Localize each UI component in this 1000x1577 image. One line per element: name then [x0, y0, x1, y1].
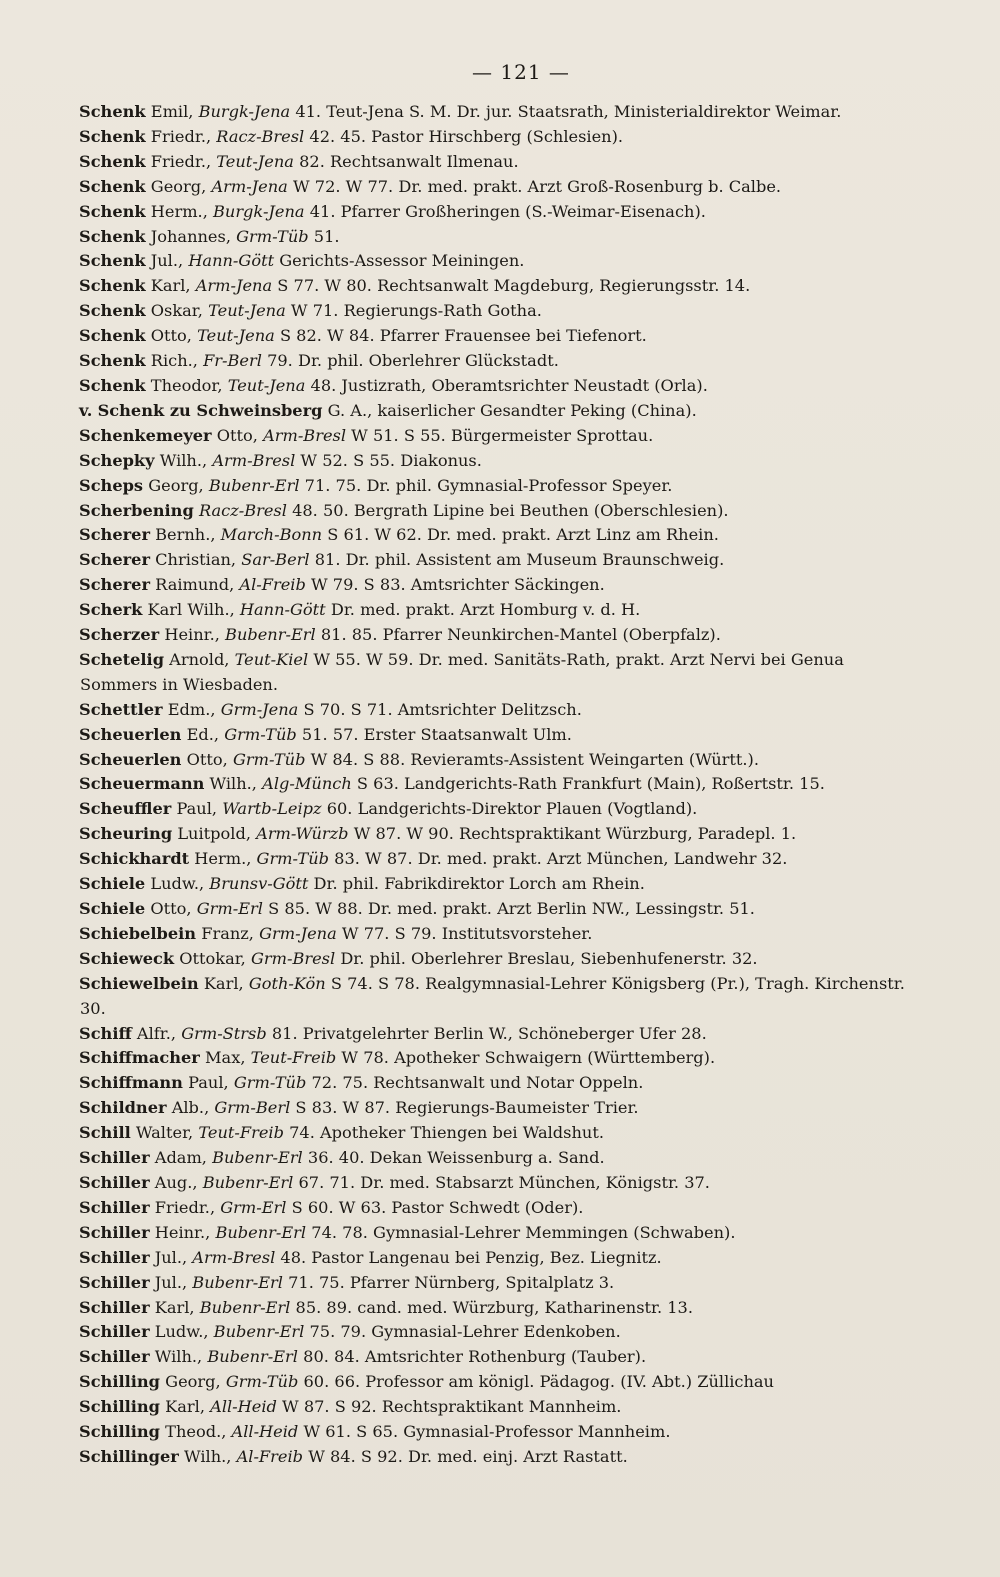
entry-given-name: Aug.,	[154, 1172, 198, 1192]
directory-entry	[80, 474, 922, 499]
entry-surname: Schenk	[79, 151, 146, 171]
entry-given-name: Theodor,	[150, 375, 223, 395]
entry-prefix: v.	[79, 400, 93, 420]
entry-surname: Scheuerlen	[79, 724, 182, 744]
entry-given-name: Franz,	[201, 923, 254, 943]
entry-details: 81. Dr. phil. Assistent am Museum Braunschweig.	[314, 550, 725, 570]
directory-entry	[80, 349, 922, 374]
entry-surname: Schickhardt	[79, 849, 190, 869]
entry-given-name: Georg,	[150, 176, 207, 196]
entry-surname: Schildner	[79, 1098, 167, 1118]
entry-given-name: Jul.,	[150, 251, 184, 271]
directory-entry	[80, 698, 922, 723]
entry-affiliation: Arm-Jena	[195, 276, 273, 296]
entry-details: W 71. Regierungs-Rath Gotha.	[290, 301, 542, 321]
directory-entry	[80, 274, 922, 299]
entry-given-name: Otto,	[150, 326, 192, 346]
entry-details: S 82. W 84. Pfarrer Frauensee bei Tiefenort.	[279, 326, 647, 346]
entry-affiliation: Arm-Würzb	[256, 824, 349, 844]
entry-details: 85. 89. cand. med. Würzburg, Katharinenstr. 13.	[295, 1297, 694, 1317]
entry-affiliation: Fr-Berl	[203, 351, 262, 371]
entry-affiliation: Hann-Gött	[188, 251, 275, 271]
entry-given-name: Wilh.,	[209, 774, 257, 794]
entry-affiliation: Grm-Tüb	[236, 226, 309, 246]
entry-surname: Schiffmann	[79, 1073, 183, 1093]
directory-entry	[80, 249, 922, 274]
entry-affiliation: Teut-Jena	[208, 301, 286, 321]
entry-surname: Schillinger	[79, 1446, 179, 1466]
entry-details: 60. Landgerichts-Direktor Plauen (Vogtland).	[326, 799, 698, 819]
entry-affiliation: Racz-Bresl	[198, 500, 287, 520]
entry-given-name: Wilh.,	[184, 1446, 232, 1466]
entry-given-name: Otto,	[186, 749, 228, 769]
entry-surname: Schiller	[79, 1222, 150, 1242]
entry-list	[80, 100, 922, 1470]
directory-entry	[80, 1271, 922, 1296]
entry-surname: Scheuermann	[79, 774, 205, 794]
entry-given-name: Jul.,	[154, 1247, 188, 1267]
entry-surname: Schenkemeyer	[79, 425, 212, 445]
entry-affiliation: Teut-Jena	[227, 375, 306, 395]
entry-surname: Schiller	[79, 1148, 150, 1168]
directory-entry	[80, 424, 922, 449]
entry-affiliation: Teut-Freib	[198, 1123, 284, 1143]
directory-entry	[80, 499, 922, 524]
entry-details: Dr. med. prakt. Arzt Homburg v. d. H.	[330, 600, 641, 620]
entry-details: 75. 79. Gymnasial-Lehrer Edenkoben.	[309, 1322, 621, 1342]
directory-entry	[80, 1370, 922, 1395]
entry-affiliation: March-Bonn	[220, 525, 323, 545]
directory-entry	[80, 374, 922, 399]
entry-details: W 51. S 55. Bürgermeister Sprottau.	[351, 425, 654, 445]
directory-entry	[80, 1296, 922, 1321]
entry-details: S 85. W 88. Dr. med. prakt. Arzt Berlin NW., Lessingstr. 51.	[268, 899, 755, 918]
entry-details: 41. Pfarrer Großheringen (S.-Weimar-Eisenach).	[309, 201, 706, 221]
entry-details: S 70. S 71. Amtsrichter Delitzsch.	[303, 699, 582, 719]
directory-entry	[80, 200, 922, 225]
entry-details: W 78. Apotheker Schwaigern (Württemberg).	[341, 1048, 716, 1068]
entry-affiliation: Al-Freib	[239, 575, 306, 595]
entry-affiliation: Grm-Jena	[220, 699, 299, 719]
directory-entry	[80, 623, 922, 648]
directory-entry	[80, 324, 922, 349]
directory-entry	[80, 947, 922, 972]
entry-given-name: Alb.,	[171, 1098, 210, 1118]
entry-given-name: Ed.,	[186, 724, 220, 744]
entry-affiliation: Grm-Erl	[196, 899, 263, 918]
directory-entry	[80, 648, 922, 698]
entry-given-name: Heinr.,	[154, 1222, 211, 1242]
entry-surname: Schenk	[79, 102, 146, 121]
entry-details: 36. 40. Dekan Weissenburg a. Sand.	[307, 1148, 605, 1168]
entry-details: 60. 66. Professor am königl. Pädagog. (IV. Abt.) Züllichau	[303, 1372, 774, 1392]
directory-entry	[80, 748, 922, 773]
entry-surname: Scherzer	[79, 625, 160, 645]
entry-details: W 87. S 92. Rechtspraktikant Mannheim.	[282, 1397, 622, 1417]
entry-given-name: Otto,	[150, 899, 192, 918]
entry-given-name: Theod.,	[165, 1422, 227, 1442]
directory-entry	[80, 822, 922, 847]
entry-surname: Schilling	[79, 1422, 161, 1442]
entry-details: 41. Teut-Jena S. M. Dr. jur. Staatsrath, Ministerialdirektor Weimar.	[295, 102, 842, 121]
directory-entry	[80, 922, 922, 947]
entry-affiliation: Arm-Bresl	[212, 450, 296, 470]
entry-given-name: Bernh.,	[155, 525, 216, 545]
directory-entry	[80, 1121, 922, 1146]
entry-given-name: Walter,	[135, 1123, 194, 1143]
entry-details: 51.	[313, 226, 340, 246]
entry-affiliation: Bubenr-Erl	[212, 1148, 303, 1168]
entry-surname: Scherbening	[79, 500, 194, 520]
entry-surname: Schenk	[79, 276, 146, 296]
entry-details: 48. Pastor Langenau bei Penzig, Bez. Liegnitz.	[280, 1247, 662, 1267]
entry-surname: Schenk	[79, 351, 146, 371]
entry-surname: Schiller	[79, 1297, 150, 1317]
entry-details: W 52. S 55. Diakonus.	[300, 450, 482, 470]
entry-affiliation: Bubenr-Erl	[202, 1172, 294, 1192]
entry-given-name: Herm.,	[194, 849, 252, 869]
entry-affiliation: Burgk-Jena	[213, 201, 305, 221]
entry-given-name: Edm.,	[167, 699, 216, 719]
entry-surname: Scheuffler	[79, 799, 172, 819]
entry-details: 67. 71. Dr. med. Stabsarzt München, Königstr. 37.	[298, 1172, 710, 1192]
entry-surname: Schilling	[79, 1397, 161, 1417]
page-number: — 121 —	[472, 60, 570, 84]
entry-surname: Schilling	[79, 1372, 161, 1392]
directory-entry	[80, 175, 922, 200]
entry-affiliation: Brunsv-Gött	[209, 874, 309, 894]
entry-details: 72. 75. Rechtsanwalt und Notar Oppeln.	[311, 1073, 644, 1093]
entry-given-name: Friedr.,	[150, 151, 212, 171]
entry-given-name: Adam,	[154, 1148, 207, 1168]
entry-affiliation: Burgk-Jena	[198, 102, 291, 121]
entry-details: S 83. W 87. Regierungs-Baumeister Trier.	[295, 1098, 639, 1118]
entry-affiliation: Racz-Bresl	[216, 126, 305, 146]
entry-surname: Schiller	[79, 1347, 150, 1367]
entry-details: 82. Rechtsanwalt Ilmenau.	[299, 151, 519, 171]
entry-affiliation: Teut-Jena	[216, 151, 294, 171]
directory-entry	[80, 723, 922, 748]
entry-affiliation: Bubenr-Erl	[225, 625, 316, 645]
entry-given-name: Karl,	[165, 1397, 205, 1417]
directory-entry	[80, 1071, 922, 1096]
entry-affiliation: Grm-Bresl	[250, 948, 336, 968]
entry-details: kaiserlicher Gesandter Peking (China).	[377, 400, 697, 420]
entry-surname: Scherer	[79, 550, 150, 570]
entry-surname: Schenk	[79, 251, 146, 271]
entry-given-name: Arnold,	[169, 649, 230, 669]
entry-affiliation: Bubenr-Erl	[213, 1322, 305, 1342]
entry-affiliation: Bubenr-Erl	[207, 1347, 298, 1367]
directory-entry	[80, 972, 922, 1022]
entry-details: W 84. S 88. Revieramts-Assistent Weingarten (Württ.).	[310, 749, 760, 769]
entry-surname: Schiele	[79, 874, 146, 894]
entry-surname: Schiewelbein	[79, 973, 199, 993]
directory-entry	[80, 299, 922, 324]
entry-surname: Schiele	[79, 899, 146, 918]
entry-given-name: Paul,	[176, 799, 218, 819]
entry-surname: Schiller	[79, 1172, 150, 1192]
entry-details: W 87. W 90. Rechtspraktikant Würzburg, Paradepl. 1.	[353, 824, 797, 844]
directory-entry	[80, 1196, 922, 1221]
entry-surname: Schenk zu Schweinsberg	[97, 400, 323, 420]
entry-surname: Schenk	[79, 126, 146, 146]
directory-entry	[80, 1096, 922, 1121]
entry-details: W 61. S 65. Gymnasial-Professor Mannheim.	[303, 1422, 671, 1442]
entry-given-name: G. A.,	[327, 400, 373, 420]
entry-details: S 60. W 63. Pastor Schwedt (Oder).	[291, 1197, 584, 1217]
entry-details: 51. 57. Erster Staatsanwalt Ulm.	[301, 724, 572, 744]
entry-affiliation: Grm-Tüb	[256, 849, 330, 869]
entry-details: S 63. Landgerichts-Rath Frankfurt (Main), Roßertstr. 15.	[356, 774, 825, 794]
entry-details: 81. 85. Pfarrer Neunkirchen-Mantel (Oberpfalz).	[320, 625, 721, 645]
entry-given-name: Paul,	[188, 1073, 229, 1093]
entry-details: Gerichts-Assessor Meiningen.	[279, 251, 525, 271]
entry-affiliation: Sar-Berl	[241, 550, 310, 570]
entry-surname: Schetelig	[79, 649, 165, 669]
entry-details: 71. 75. Dr. phil. Gymnasial-Professor Speyer.	[304, 475, 673, 495]
directory-entry	[80, 548, 922, 573]
entry-affiliation: Arm-Jena	[211, 176, 288, 196]
entry-given-name: Raimund,	[155, 575, 235, 595]
entry-details: S 77. W 80. Rechtsanwalt Magdeburg, Regierungsstr. 14.	[277, 276, 751, 296]
directory-entry	[80, 897, 922, 922]
entry-surname: Scheps	[79, 475, 144, 495]
entry-details: W 79. S 83. Amtsrichter Säckingen.	[311, 575, 605, 595]
entry-given-name: Wilh.,	[159, 450, 208, 470]
entry-details: W 84. S 92. Dr. med. einj. Arzt Rastatt.	[308, 1446, 628, 1466]
entry-affiliation: Alg-Münch	[262, 774, 352, 794]
entry-surname: Schenk	[79, 375, 146, 395]
entry-details: 48. 50. Bergrath Lipine bei Beuthen (Oberschlesien).	[292, 500, 729, 520]
entry-affiliation: Wartb-Leipz	[222, 799, 322, 819]
entry-surname: Scherk	[79, 600, 143, 620]
entry-details: W 77. S 79. Institutsvorsteher.	[341, 923, 593, 943]
entry-surname: Schiebelbein	[79, 923, 197, 943]
entry-surname: Scheuring	[79, 824, 173, 844]
entry-given-name: Friedr.,	[150, 126, 212, 146]
directory-entry	[80, 1395, 922, 1420]
entry-given-name: Friedr.,	[154, 1197, 216, 1217]
entry-details: 80. 84. Amtsrichter Rothenburg (Tauber).	[303, 1347, 647, 1367]
entry-details: 42. 45. Pastor Hirschberg (Schlesien).	[309, 126, 624, 146]
entry-given-name: Karl,	[203, 973, 244, 993]
entry-surname: Scherer	[79, 575, 150, 595]
entry-details: W 55. W 59. Dr. med. Sanitäts-Rath, prakt. Arzt Nervi bei Genua Sommers in Wiesbaden.	[80, 649, 844, 694]
entry-given-name: Rich.,	[150, 351, 198, 371]
entry-affiliation: Bubenr-Erl	[192, 1272, 283, 1292]
entry-surname: Schiff	[79, 1023, 132, 1043]
directory-entry	[80, 1221, 922, 1246]
directory-entry	[80, 1445, 922, 1470]
directory-entry	[80, 772, 922, 797]
entry-affiliation: Grm-Strsb	[181, 1023, 267, 1043]
entry-given-name: Herm.,	[150, 201, 208, 221]
entry-details: S 74. S 78. Realgymnasial-Lehrer Königsberg (Pr.), Tragh. Kirchenstr. 30.	[80, 973, 905, 1018]
entry-surname: Schenk	[79, 326, 146, 346]
directory-entry	[80, 872, 922, 897]
entry-details: 74. Apotheker Thiengen bei Waldshut.	[289, 1123, 604, 1143]
directory-entry	[80, 100, 922, 125]
directory-entry	[80, 797, 922, 822]
directory-entry	[80, 1345, 922, 1370]
directory-entry	[80, 573, 922, 598]
directory-entry	[80, 1320, 922, 1345]
entry-given-name: Alfr.,	[136, 1023, 177, 1043]
entry-affiliation: Teut-Jena	[197, 326, 275, 346]
entry-details: 71. 75. Pfarrer Nürnberg, Spitalplatz 3.	[288, 1272, 615, 1292]
entry-affiliation: Grm-Erl	[220, 1197, 287, 1217]
entry-affiliation: Grm-Tüb	[233, 1073, 307, 1093]
entry-details: Dr. phil. Oberlehrer Breslau, Siebenhufenerstr. 32.	[340, 948, 758, 968]
entry-affiliation: Goth-Kön	[248, 973, 326, 993]
directory-entry	[80, 225, 922, 250]
entry-surname: Schenk	[79, 201, 146, 221]
directory-entry	[80, 1420, 922, 1445]
directory-entry	[80, 598, 922, 623]
entry-affiliation: Hann-Gött	[239, 600, 326, 620]
entry-affiliation: Grm-Tüb	[224, 724, 297, 744]
entry-surname: Schenk	[79, 301, 146, 321]
entry-given-name: Georg,	[148, 475, 204, 495]
entry-affiliation: Bubenr-Erl	[208, 475, 300, 495]
directory-entry	[80, 150, 922, 175]
entry-surname: Schenk	[79, 226, 146, 246]
entry-affiliation: Grm-Tüb	[232, 749, 306, 769]
entry-given-name: Heinr.,	[164, 625, 220, 645]
directory-entry	[80, 1246, 922, 1271]
entry-given-name: Georg,	[165, 1372, 221, 1392]
entry-affiliation: Grm-Berl	[214, 1098, 291, 1118]
directory-entry	[80, 125, 922, 150]
entry-details: 74. 78. Gymnasial-Lehrer Memmingen (Schwaben).	[311, 1222, 736, 1242]
entry-given-name: Ludw.,	[154, 1322, 209, 1342]
entry-affiliation: Bubenr-Erl	[199, 1297, 291, 1317]
directory-entry	[80, 1171, 922, 1196]
entry-surname: Schiller	[79, 1197, 150, 1217]
entry-given-name: Luitpold,	[177, 824, 251, 844]
entry-given-name: Karl Wilh.,	[147, 600, 235, 620]
entry-given-name: Jul.,	[154, 1272, 188, 1292]
directory-entry	[80, 1146, 922, 1171]
entry-given-name: Karl,	[154, 1297, 195, 1317]
entry-details: W 72. W 77. Dr. med. prakt. Arzt Groß-Rosenburg b. Calbe.	[293, 176, 782, 196]
entry-given-name: Otto,	[216, 425, 258, 445]
entry-given-name: Wilh.,	[154, 1347, 203, 1367]
entry-details: 81. Privatgelehrter Berlin W., Schöneberger Ufer 28.	[271, 1023, 707, 1043]
entry-affiliation: Grm-Jena	[259, 923, 337, 943]
directory-entry	[80, 399, 922, 424]
directory-entry	[80, 1022, 922, 1047]
entry-surname: Schieweck	[79, 948, 175, 968]
entry-surname: Scheuerlen	[79, 749, 182, 769]
entry-details: 83. W 87. Dr. med. prakt. Arzt München, Landwehr 32.	[334, 849, 788, 869]
entry-given-name: Christian,	[155, 550, 237, 570]
entry-affiliation: All-Heid	[231, 1422, 299, 1442]
entry-affiliation: Teut-Freib	[250, 1048, 337, 1068]
entry-given-name: Oskar,	[150, 301, 203, 321]
entry-affiliation: Arm-Bresl	[263, 425, 347, 445]
entry-surname: Schill	[79, 1123, 131, 1143]
entry-surname: Schiller	[79, 1247, 150, 1267]
directory-entry	[80, 1046, 922, 1071]
entry-affiliation: Grm-Tüb	[225, 1372, 299, 1392]
entry-surname: Schiffmacher	[79, 1048, 200, 1068]
entry-surname: Schiller	[79, 1322, 150, 1342]
entry-given-name: Johannes,	[150, 226, 231, 246]
entry-surname: Schettler	[79, 699, 163, 719]
entry-given-name: Ottokar,	[179, 948, 246, 968]
entry-affiliation: Arm-Bresl	[192, 1247, 276, 1267]
entry-affiliation: All-Heid	[210, 1397, 277, 1417]
entry-surname: Schepky	[79, 450, 155, 470]
entry-given-name: Ludw.,	[150, 874, 205, 894]
entry-details: Dr. phil. Fabrikdirektor Lorch am Rhein.	[313, 874, 645, 894]
entry-details: 79. Dr. phil. Oberlehrer Glückstadt.	[267, 351, 559, 371]
entry-affiliation: Teut-Kiel	[234, 649, 309, 669]
entry-surname: Schiller	[79, 1272, 150, 1292]
entry-details: 48. Justizrath, Oberamtsrichter Neustadt (Orla).	[310, 375, 708, 395]
entry-surname: Schenk	[79, 176, 146, 196]
directory-entry	[80, 449, 922, 474]
entry-details: S 61. W 62. Dr. med. prakt. Arzt Linz am Rhein.	[327, 525, 719, 545]
entry-given-name: Karl,	[150, 276, 191, 296]
entry-given-name: Emil,	[150, 102, 194, 121]
entry-given-name: Max,	[204, 1048, 246, 1068]
entry-affiliation: Bubenr-Erl	[215, 1222, 307, 1242]
directory-entry	[80, 847, 922, 872]
entry-affiliation: Al-Freib	[236, 1446, 304, 1466]
directory-entry	[80, 523, 922, 548]
entry-surname: Scherer	[79, 525, 150, 545]
